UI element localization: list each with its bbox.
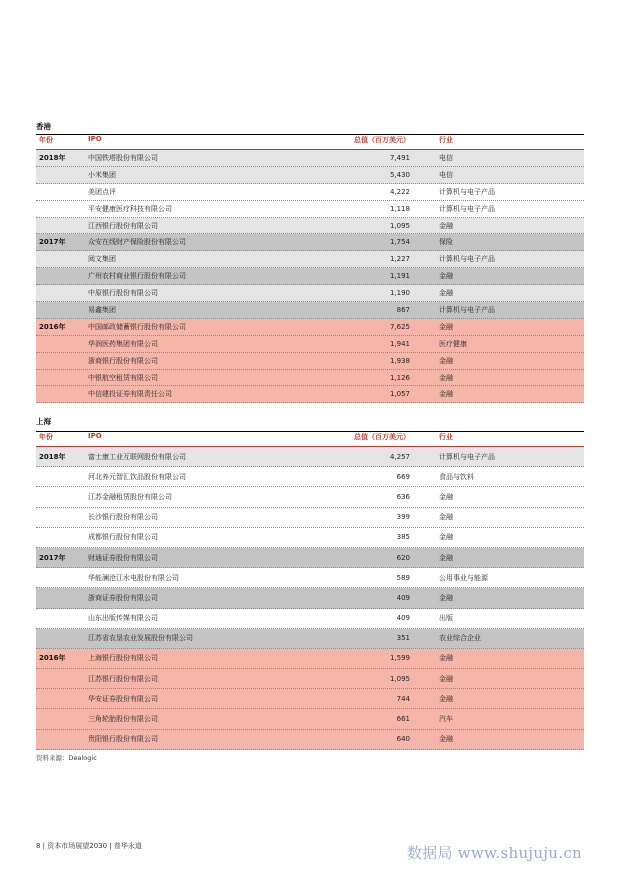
industry-cell: 电信 xyxy=(439,170,453,179)
ipo-name-cell: 上海银行股份有限公司 xyxy=(88,654,158,663)
industry-cell: 金融 xyxy=(439,492,453,501)
table-row xyxy=(36,336,584,353)
year-cell: 2016年 xyxy=(39,322,66,331)
ipo-name-cell: 中信建投证券有限责任公司 xyxy=(88,390,172,399)
sh-ipo-table xyxy=(36,431,584,750)
header-industry: 行业 xyxy=(439,136,453,144)
table-header xyxy=(36,134,584,150)
header-year: 年份 xyxy=(39,136,53,144)
value-cell: 744 xyxy=(396,694,410,703)
table-row xyxy=(36,548,584,568)
ipo-name-cell: 阅文集团 xyxy=(88,255,116,264)
ipo-name-cell: 财通证券股份有限公司 xyxy=(88,553,158,562)
table-row xyxy=(36,319,584,336)
table-row xyxy=(36,353,584,370)
table-row xyxy=(36,150,584,167)
industry-cell: 金融 xyxy=(439,390,453,399)
table-row xyxy=(36,487,584,507)
table-row xyxy=(36,184,584,201)
table-row xyxy=(36,218,584,235)
year-cell: 2017年 xyxy=(39,553,66,562)
table-row xyxy=(36,467,584,487)
industry-cell: 金融 xyxy=(439,322,453,331)
value-cell: 409 xyxy=(396,593,410,602)
value-cell: 7,491 xyxy=(389,153,410,162)
value-cell: 7,625 xyxy=(389,322,410,331)
header-value: 总值（百万美元） xyxy=(354,433,410,441)
watermark: 数据局 www.shujuju.cn xyxy=(406,844,582,862)
year-cell: 2018年 xyxy=(39,452,66,461)
industry-cell: 汽车 xyxy=(439,715,453,724)
value-cell: 1,941 xyxy=(389,339,410,348)
ipo-name-cell: 江苏省农垦农业发展股份有限公司 xyxy=(88,634,193,643)
industry-cell: 金融 xyxy=(439,272,453,281)
ipo-name-cell: 华安证券股份有限公司 xyxy=(88,694,158,703)
value-cell: 1,938 xyxy=(389,356,410,365)
value-cell: 4,257 xyxy=(389,452,410,461)
industry-cell: 金融 xyxy=(439,356,453,365)
table-row xyxy=(36,730,584,750)
ipo-name-cell: 华润医药集团有限公司 xyxy=(88,339,158,348)
ipo-name-cell: 中银航空租赁有限公司 xyxy=(88,373,158,382)
table-row xyxy=(36,568,584,588)
industry-cell: 电信 xyxy=(439,153,453,162)
value-cell: 1,191 xyxy=(389,272,410,281)
table-row xyxy=(36,201,584,218)
table-body xyxy=(36,447,584,750)
ipo-name-cell: 三角轮胎股份有限公司 xyxy=(88,715,158,724)
industry-cell: 计算机与电子产品 xyxy=(439,204,495,213)
year-cell: 2017年 xyxy=(39,238,66,247)
page-footer: 8 | 资本市场展望2030 | 普华永道 xyxy=(36,842,142,850)
table-row xyxy=(36,302,584,319)
table-row xyxy=(36,234,584,251)
industry-cell: 食品与饮料 xyxy=(439,472,474,481)
industry-cell: 计算机与电子产品 xyxy=(439,255,495,264)
ipo-name-cell: 易鑫集团 xyxy=(88,305,116,314)
header-industry: 行业 xyxy=(439,433,453,441)
table-row xyxy=(36,629,584,649)
source-note: 资料来源：Dealogic xyxy=(36,754,97,762)
ipo-name-cell: 平安健康医疗科技有限公司 xyxy=(88,204,172,213)
industry-cell: 金融 xyxy=(439,553,453,562)
ipo-name-cell: 贵阳银行股份有限公司 xyxy=(88,735,158,744)
ipo-name-cell: 江西银行股份有限公司 xyxy=(88,221,158,230)
ipo-name-cell: 浙商证券股份有限公司 xyxy=(88,593,158,602)
value-cell: 1,754 xyxy=(389,238,410,247)
industry-cell: 金融 xyxy=(439,533,453,542)
ipo-name-cell: 小米集团 xyxy=(88,170,116,179)
industry-cell: 金融 xyxy=(439,735,453,744)
industry-cell: 金融 xyxy=(439,373,453,382)
value-cell: 4,222 xyxy=(389,187,410,196)
table-row xyxy=(36,709,584,729)
value-cell: 669 xyxy=(396,472,410,481)
value-cell: 1,095 xyxy=(389,221,410,230)
industry-cell: 金融 xyxy=(439,513,453,522)
value-cell: 5,430 xyxy=(389,170,410,179)
hk-ipo-table xyxy=(36,134,584,403)
ipo-name-cell: 中国邮政储蓄银行股份有限公司 xyxy=(88,322,186,331)
ipo-name-cell: 江苏银行股份有限公司 xyxy=(88,674,158,683)
ipo-name-cell: 美团点评 xyxy=(88,187,116,196)
header-ipo: IPO xyxy=(88,135,102,143)
ipo-name-cell: 富士康工业互联网股份有限公司 xyxy=(88,452,186,461)
value-cell: 399 xyxy=(396,513,410,522)
ipo-name-cell: 广州农村商业银行股份有限公司 xyxy=(88,272,186,281)
ipo-name-cell: 中原银行股份有限公司 xyxy=(88,289,158,298)
table-row xyxy=(36,528,584,548)
industry-cell: 金融 xyxy=(439,593,453,602)
table-row xyxy=(36,167,584,184)
value-cell: 1,057 xyxy=(389,390,410,399)
industry-cell: 公用事业与能源 xyxy=(439,573,488,582)
industry-cell: 金融 xyxy=(439,654,453,663)
industry-cell: 金融 xyxy=(439,289,453,298)
table-row xyxy=(36,669,584,689)
value-cell: 589 xyxy=(396,573,410,582)
table-row xyxy=(36,251,584,268)
ipo-name-cell: 众安在线财产保险股份有限公司 xyxy=(88,238,186,247)
header-year: 年份 xyxy=(39,433,53,441)
value-cell: 385 xyxy=(396,533,410,542)
value-cell: 1,126 xyxy=(389,373,410,382)
ipo-name-cell: 长沙银行股份有限公司 xyxy=(88,513,158,522)
industry-cell: 计算机与电子产品 xyxy=(439,187,495,196)
value-cell: 1,227 xyxy=(389,255,410,264)
table-row xyxy=(36,447,584,467)
industry-cell: 出版 xyxy=(439,614,453,623)
header-ipo: IPO xyxy=(88,432,102,440)
table-row xyxy=(36,689,584,709)
table-row xyxy=(36,386,584,403)
ipo-name-cell: 中国铁塔股份有限公司 xyxy=(88,153,158,162)
section-title-hk: 香港 xyxy=(36,122,51,131)
industry-cell: 金融 xyxy=(439,694,453,703)
table-body xyxy=(36,150,584,403)
industry-cell: 计算机与电子产品 xyxy=(439,452,495,461)
table-row xyxy=(36,649,584,669)
value-cell: 636 xyxy=(396,492,410,501)
ipo-name-cell: 河北养元智汇饮品股份有限公司 xyxy=(88,472,186,481)
ipo-name-cell: 成都银行股份有限公司 xyxy=(88,533,158,542)
industry-cell: 计算机与电子产品 xyxy=(439,305,495,314)
ipo-name-cell: 江苏金融租赁股份有限公司 xyxy=(88,492,172,501)
value-cell: 661 xyxy=(396,715,410,724)
value-cell: 351 xyxy=(396,634,410,643)
industry-cell: 医疗健康 xyxy=(439,339,467,348)
ipo-name-cell: 华能澜沧江水电股份有限公司 xyxy=(88,573,179,582)
section-title-sh: 上海 xyxy=(36,417,51,426)
industry-cell: 农业综合企业 xyxy=(439,634,481,643)
value-cell: 409 xyxy=(396,614,410,623)
header-value: 总值（百万美元） xyxy=(354,136,410,144)
value-cell: 1,599 xyxy=(389,654,410,663)
table-row xyxy=(36,370,584,387)
table-row xyxy=(36,609,584,629)
value-cell: 640 xyxy=(396,735,410,744)
ipo-name-cell: 山东出版传媒有限公司 xyxy=(88,614,158,623)
value-cell: 867 xyxy=(396,305,410,314)
table-row xyxy=(36,268,584,285)
industry-cell: 保险 xyxy=(439,238,453,247)
table-row xyxy=(36,508,584,528)
value-cell: 1,095 xyxy=(389,674,410,683)
table-row xyxy=(36,588,584,608)
ipo-name-cell: 浙商银行股份有限公司 xyxy=(88,356,158,365)
industry-cell: 金融 xyxy=(439,221,453,230)
table-row xyxy=(36,285,584,302)
year-cell: 2018年 xyxy=(39,153,66,162)
value-cell: 1,118 xyxy=(389,204,410,213)
table-header xyxy=(36,431,584,447)
year-cell: 2016年 xyxy=(39,654,66,663)
industry-cell: 金融 xyxy=(439,674,453,683)
value-cell: 620 xyxy=(396,553,410,562)
value-cell: 1,190 xyxy=(389,289,410,298)
